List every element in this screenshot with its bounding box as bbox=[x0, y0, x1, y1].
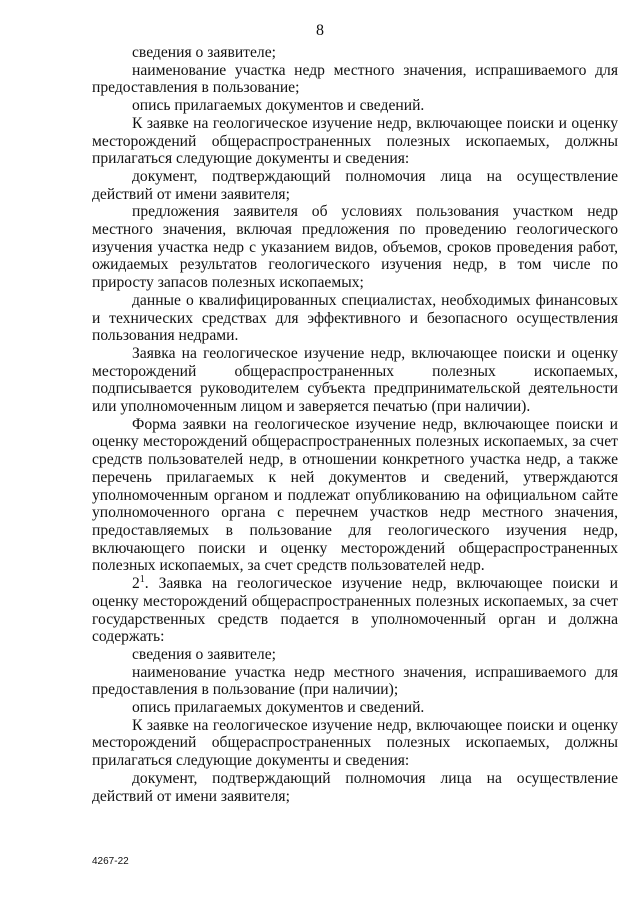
paragraph: Заявка на геологическое изучение недр, включающее поиски и оценку месторождений общераспространенных полезных ископаемых, подписывается руководителем субъекта предпринимательской деятельности или уполномоченным лицом и заверяется печатью (при наличии). bbox=[92, 344, 618, 416]
paragraph: сведения о заявителе; bbox=[132, 645, 276, 663]
document-code: 4267-22 bbox=[92, 856, 129, 867]
paragraph: Форма заявки на геологическое изучение недр, включающее поиски и оценку месторождений общераспространенных полезных ископаемых, за счет средств пользователей недр, в отношении конкретного участка недр, а также перечень прилагаемых к ней документов и сведений, утверждаются уполномоченным органом и подлежат опубликованию на официальном сайте уполномоченного органа с перечнем участков недр местного значения, предоставляемых в пользование для геологического изучения недр, включающего поиски и оценку месторождений общераспространенных полезных ископаемых, за счет средств пользователей недр. bbox=[92, 415, 618, 575]
paragraph: опись прилагаемых документов и сведений. bbox=[132, 699, 425, 717]
paragraph: наименование участка недр местного значения, испрашиваемого для предоставления в пользование (при наличии); bbox=[92, 663, 618, 699]
paragraph: документ, подтверждающий полномочия лица на осуществление действий от имени заявителя; bbox=[92, 769, 618, 805]
paragraph: опись прилагаемых документов и сведений. bbox=[132, 97, 425, 115]
page-number: 8 bbox=[316, 22, 324, 39]
clause-text: . Заявка на геологическое изучение недр, включающее поиски и оценку месторождений общераспространенных полезных ископаемых, за счет государственных средств подается в уполномоченный орган и должна содержать: bbox=[92, 575, 618, 646]
paragraph: документ, подтверждающий полномочия лица на осуществление действий от имени заявителя; bbox=[92, 167, 618, 203]
clause-number: 2 bbox=[132, 575, 140, 593]
paragraph: предложения заявителя об условиях пользования участком недр местного значения, включая предложения по проведению геологического изучения участка недр с указанием видов, объемов, сроков проведения работ, ожидаемых результатов геологического изучения недр, в том числе по приросту запасов полезных ископаемых; bbox=[92, 203, 618, 292]
clause-superscript: 1 bbox=[139, 573, 145, 585]
paragraph: К заявке на геологическое изучение недр, включающее поиски и оценку месторождений общераспространенных полезных ископаемых, должны прилагаться следующие документы и сведения: bbox=[92, 716, 618, 770]
paragraph: сведения о заявителе; bbox=[132, 44, 276, 61]
document-body bbox=[92, 44, 618, 805]
clause-2-1 bbox=[92, 575, 618, 646]
paragraph: К заявке на геологическое изучение недр, включающее поиски и оценку месторождений общераспространенных полезных ископаемых, должны прилагаться следующие документы и сведения: bbox=[92, 114, 618, 168]
paragraph: данные о квалифицированных специалистах, необходимых финансовых и технических средствах для эффективного и безопасного осуществления пользования недрами. bbox=[92, 291, 618, 345]
paragraph: наименование участка недр местного значения, испрашиваемого для предоставления в пользование; bbox=[92, 61, 618, 97]
